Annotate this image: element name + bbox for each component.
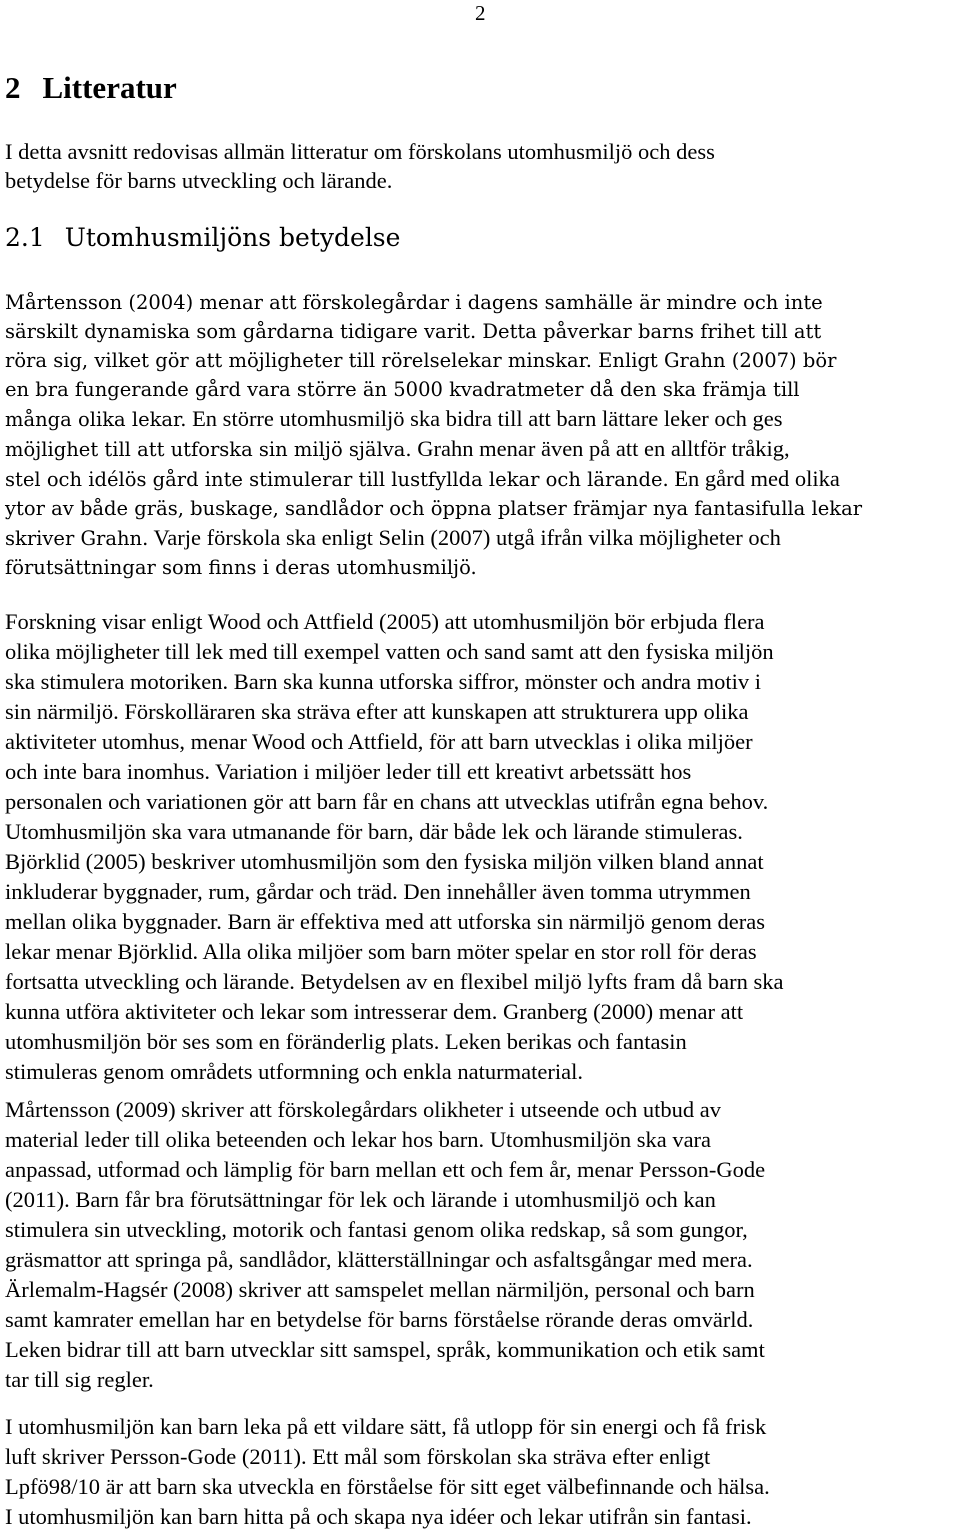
sentence-fragment: personalen och variationen gör att barn får en chans att utvecklas utifrån egna behov. xyxy=(5,789,769,814)
sentence-fragment: Detta påverkar barns frihet till att xyxy=(476,320,822,343)
sentence-fragment: material leder till olika beteenden och lekar hos barn. xyxy=(5,1127,485,1152)
sentence-fragment: Barn är effektiva med att utforska sin närmiljö genom deras xyxy=(221,909,765,934)
sentence-fragment: Utomhusmiljön ska vara utmanande för barn, där både lek och lärande stimuleras. xyxy=(5,819,743,844)
sentence-fragment: Ärlemalm-Hagsér (2008) skriver att samspelet mellan närmiljön, personal och barn xyxy=(5,1277,755,1302)
sentence-fragment: I utomhusmiljön kan barn hitta på och skapa nya idéer och lekar utifrån sin fantasi. xyxy=(5,1504,752,1529)
sentence-fragment: aktiviteter utomhus, menar Wood och Attfield, för att barn utvecklas i olika miljöer xyxy=(5,729,753,754)
text-line xyxy=(5,346,957,375)
section-heading xyxy=(5,220,400,256)
sentence-fragment: stel och idélös gård inte stimulerar till lustfyllda lekar och lärande. xyxy=(5,468,669,491)
text-line xyxy=(5,787,957,817)
section-title: Utomhusmiljöns betydelse xyxy=(64,223,401,252)
sentence-fragment: utomhusmiljön bör ses som en föränderlig plats. xyxy=(5,1029,440,1054)
sentence-fragment: Granberg (2000) menar att xyxy=(497,999,744,1024)
text-line xyxy=(5,667,957,697)
sentence-fragment: ytor av både gräs, buskage, sandlådor och öppna platser främjar nya fantasifulla lekar xyxy=(5,497,863,520)
sentence-fragment: Barn ska kunna utforska siffror, mönster och andra motiv i xyxy=(228,669,762,694)
sentence-fragment: Ett mål som förskolan ska sträva efter enligt xyxy=(306,1444,711,1469)
sentence-fragment: En större utomhusmiljö ska bidra till att barn lättare leker och ges xyxy=(186,406,783,431)
sentence-fragment: Lpfö98/10 är att barn ska utveckla en förståelse för sitt eget välbefinnande och hälsa. xyxy=(5,1474,770,1499)
chapter-number: 2 xyxy=(5,70,21,105)
text-line xyxy=(5,1275,957,1305)
text-line xyxy=(5,375,957,404)
chapter-heading xyxy=(5,68,177,108)
text-line xyxy=(5,1365,957,1395)
text-line xyxy=(5,553,957,582)
sentence-fragment: samt kamrater emellan har en betydelse för barns förståelse rörande deras omvärld. xyxy=(5,1307,754,1332)
sentence-fragment: Björklid (2005) beskriver utomhusmiljön som den fysiska miljön vilken bland annat xyxy=(5,849,764,874)
text-line xyxy=(5,997,957,1027)
sentence-fragment: Utomhusmiljön ska vara xyxy=(484,1127,712,1152)
text-line xyxy=(5,1305,957,1335)
paragraph-text xyxy=(5,1412,957,1532)
paragraph-text xyxy=(5,288,957,582)
body-paragraph-1 xyxy=(5,288,957,582)
sentence-fragment: möjlighet till att utforska sin miljö själva. xyxy=(5,438,412,461)
sentence-fragment: stimuleras genom områdets utformning och enkla naturmaterial. xyxy=(5,1059,583,1084)
sentence-fragment: mellan olika byggnader. xyxy=(5,909,222,934)
text-line xyxy=(5,817,957,847)
text-line xyxy=(5,877,957,907)
sentence-fragment: olika möjligheter till lek med till exempel vatten och sand samt att den fysiska miljön xyxy=(5,639,774,664)
chapter-title: Litteratur xyxy=(42,70,177,105)
text-line xyxy=(5,1442,957,1472)
sentence-fragment: förutsättningar som finns i deras utomhusmiljö. xyxy=(5,556,477,579)
intro-paragraph xyxy=(5,137,955,195)
sentence-fragment: En gård med olika xyxy=(668,466,840,491)
sentence-fragment: och inte bara inomhus. xyxy=(5,759,210,784)
text-line xyxy=(5,1215,957,1245)
sentence-fragment: Leken berikas och fantasin xyxy=(439,1029,687,1054)
text-line xyxy=(5,404,957,434)
text-line xyxy=(5,434,957,464)
text-line xyxy=(5,757,957,787)
paragraph-text xyxy=(5,1095,957,1395)
text-line xyxy=(5,727,957,757)
sentence-fragment: ska stimulera motoriken. xyxy=(5,669,229,694)
sentence-fragment: anpassad, utformad och lämplig för barn mellan ett och fem år, menar Persson-Gode xyxy=(5,1157,766,1182)
intro-line: betydelse för barns utveckling och lärande. xyxy=(5,168,393,193)
sentence-fragment: en bra fungerande gård vara större än 5000 kvadratmeter då den ska främja till xyxy=(5,378,800,401)
text-line xyxy=(5,1335,957,1365)
text-line xyxy=(5,494,957,523)
body-paragraph-3 xyxy=(5,1095,957,1395)
sentence-fragment: stimulera sin utveckling, motorik och fantasi genom olika redskap, så som gungor, xyxy=(5,1217,748,1242)
sentence-fragment: tar till sig regler. xyxy=(5,1367,154,1392)
text-line xyxy=(5,937,957,967)
text-line xyxy=(5,1125,957,1155)
text-line xyxy=(5,464,957,494)
text-line xyxy=(5,1472,957,1502)
sentence-fragment: kunna utföra aktiviteter och lekar som intresserar dem. xyxy=(5,999,498,1024)
intro-line: I detta avsnitt redovisas allmän litteratur om förskolans utomhusmiljö och dess xyxy=(5,139,715,164)
text-line xyxy=(5,523,957,553)
sentence-fragment: röra sig, vilket gör att möjligheter till rörelselekar minskar. xyxy=(5,349,592,372)
sentence-fragment: Enligt Grahn (2007) bör xyxy=(591,349,837,372)
sentence-fragment: Leken bidrar till att barn utvecklar sitt samspel, språk, kommunikation och etik samt xyxy=(5,1337,765,1362)
sentence-fragment: särskilt dynamiska som gårdarna tidigare varit. xyxy=(5,320,477,343)
sentence-fragment: Forskning visar enligt Wood och Attfield (2005) att utomhusmiljön bör erbjuda flera xyxy=(5,609,765,634)
sentence-fragment: Mårtensson (2004) menar att förskolegårdar i dagens samhälle är mindre och inte xyxy=(5,291,823,314)
text-line xyxy=(5,288,957,317)
text-line xyxy=(5,1245,957,1275)
sentence-fragment: fortsatta utveckling och lärande. xyxy=(5,969,295,994)
sentence-fragment: sin närmiljö. xyxy=(5,699,119,724)
body-paragraph-2 xyxy=(5,607,957,1087)
body-paragraph-4 xyxy=(5,1412,957,1532)
sentence-fragment: skriver Grahn. xyxy=(5,527,149,550)
sentence-fragment: Variation i miljöer leder till ett kreativt arbetssätt hos xyxy=(209,759,692,784)
sentence-fragment: Barn får bra förutsättningar för lek och lärande i utomhusmiljö och kan xyxy=(69,1187,716,1212)
text-line xyxy=(5,967,957,997)
text-line xyxy=(5,1502,957,1532)
sentence-fragment: Betydelsen av en flexibel miljö lyfts fram då barn ska xyxy=(294,969,784,994)
sentence-fragment: inkluderar byggnader, rum, gårdar och träd. xyxy=(5,879,398,904)
sentence-fragment: Alla olika miljöer som barn möter spelar en stor roll för deras xyxy=(198,939,757,964)
sentence-fragment: Den innehåller även tomma utrymmen xyxy=(397,879,751,904)
sentence-fragment: (2011). xyxy=(5,1187,70,1212)
section-number: 2.1 xyxy=(5,223,45,252)
text-line xyxy=(5,637,957,667)
page-number: 2 xyxy=(475,1,486,25)
text-line xyxy=(5,607,957,637)
sentence-fragment: gräsmattor att springa på, sandlådor, klätterställningar och asfaltsgångar med mera. xyxy=(5,1247,753,1272)
sentence-fragment: Varje förskola ska enligt Selin (2007) utgå ifrån vilka möjligheter och xyxy=(148,525,781,550)
text-line xyxy=(5,317,957,346)
text-line xyxy=(5,1185,957,1215)
text-line xyxy=(5,1155,957,1185)
text-line xyxy=(5,907,957,937)
sentence-fragment: Grahn menar även på att en alltför tråkig, xyxy=(411,436,790,461)
sentence-fragment: I utomhusmiljön kan barn leka på ett vildare sätt, få utlopp för sin energi och få frisk xyxy=(5,1414,767,1439)
sentence-fragment: luft skriver Persson-Gode (2011). xyxy=(5,1444,307,1469)
sentence-fragment: lekar menar Björklid. xyxy=(5,939,199,964)
text-line xyxy=(5,1027,957,1057)
text-line xyxy=(5,1412,957,1442)
text-line xyxy=(5,697,957,727)
sentence-fragment: många olika lekar. xyxy=(5,408,187,431)
text-line xyxy=(5,1057,957,1087)
text-line xyxy=(5,847,957,877)
paragraph-text xyxy=(5,607,957,1087)
text-line xyxy=(5,1095,957,1125)
sentence-fragment: Förskolläraren ska sträva efter att kunskapen att strukturera upp olika xyxy=(118,699,749,724)
sentence-fragment: Mårtensson (2009) skriver att förskolegårdars olikheter i utseende och utbud av xyxy=(5,1097,722,1122)
